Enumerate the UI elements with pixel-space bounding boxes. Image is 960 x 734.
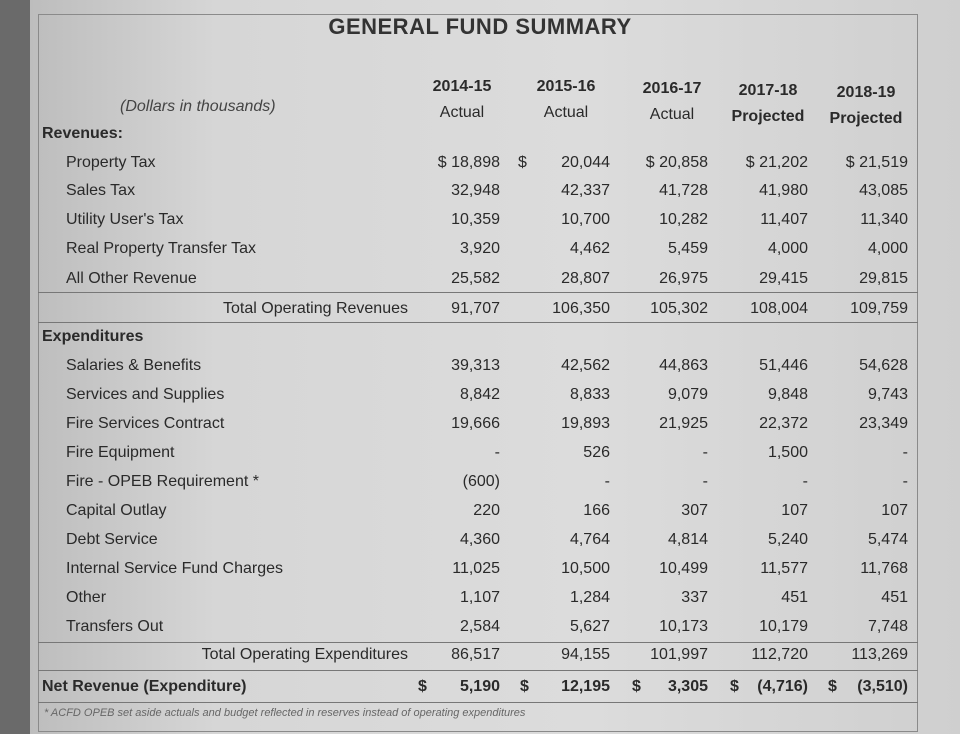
cell-value: - <box>802 473 808 490</box>
table-row <box>38 526 918 554</box>
cell-value: 11,577 <box>760 560 808 577</box>
table-row <box>38 497 918 525</box>
col-year: 2017-18 <box>738 82 798 99</box>
cell-value: - <box>494 444 500 461</box>
table-row <box>38 439 918 467</box>
dollar-sign: $ <box>632 678 641 695</box>
cell-value: - <box>702 444 708 461</box>
cell-value: 19,666 <box>451 415 500 432</box>
units-note: (Dollars in thousands) <box>120 98 276 115</box>
cell-value: 22,372 <box>759 415 808 432</box>
row-label: Internal Service Fund Charges <box>66 560 283 577</box>
row-label: Fire - OPEB Requirement * <box>66 473 259 490</box>
cell-value: 41,728 <box>659 182 708 199</box>
cell-value: 1,284 <box>569 589 610 606</box>
col-type: Projected <box>731 108 805 125</box>
cell-value: 451 <box>781 589 808 606</box>
cell-value: 10,173 <box>659 618 708 635</box>
cell-value: 451 <box>881 589 908 606</box>
cell-value: $ 21,202 <box>745 154 808 171</box>
cell-value: 166 <box>583 502 610 519</box>
row-label: Expenditures <box>42 328 144 345</box>
cell-value: 29,415 <box>759 270 808 287</box>
cell-value: 4,814 <box>667 531 708 548</box>
row-label: Revenues: <box>42 125 123 142</box>
cell-value: 26,975 <box>659 270 708 287</box>
cell-value: $ 18,898 <box>437 154 500 171</box>
cell-value: 3,305 <box>667 678 708 695</box>
cell-value: 43,085 <box>859 182 908 199</box>
cell-value: 10,359 <box>451 211 500 228</box>
cell-value: 28,807 <box>561 270 610 287</box>
col-year: 2015-16 <box>536 78 596 95</box>
cell-value: 5,459 <box>667 240 708 257</box>
cell-value: 20,044 <box>561 154 610 171</box>
cell-value: 337 <box>681 589 708 606</box>
dollar-sign: $ <box>518 154 527 171</box>
cell-value: 11,025 <box>452 560 500 577</box>
table-row <box>38 410 918 438</box>
cell-value: 41,980 <box>759 182 808 199</box>
cell-value: 5,474 <box>867 531 908 548</box>
cell-value: 94,155 <box>561 646 610 663</box>
cell-value: 91,707 <box>451 300 500 317</box>
cell-value: 11,407 <box>760 211 808 228</box>
cell-value: 9,848 <box>767 386 808 403</box>
cell-value: 1,107 <box>459 589 500 606</box>
cell-value: 107 <box>781 502 808 519</box>
col-type: Actual <box>439 104 485 121</box>
cell-value: 4,000 <box>867 240 908 257</box>
cell-value: 51,446 <box>759 357 808 374</box>
cell-value: 21,925 <box>659 415 708 432</box>
cell-value: $ 21,519 <box>845 154 908 171</box>
cell-value: 108,004 <box>750 300 808 317</box>
row-label: Salaries & Benefits <box>66 357 202 374</box>
cell-value: 42,562 <box>561 357 610 374</box>
cell-value: (4,716) <box>757 678 808 695</box>
table-row <box>38 265 918 293</box>
row-label: All Other Revenue <box>66 270 197 287</box>
row-label: Total Operating Revenues <box>223 300 408 317</box>
dollar-sign: $ <box>730 678 739 695</box>
row-label: Net Revenue (Expenditure) <box>42 678 247 695</box>
page-title: GENERAL FUND SUMMARY <box>328 14 632 39</box>
cell-value: 113,269 <box>851 646 908 663</box>
cell-value: 42,337 <box>561 182 610 199</box>
divider <box>38 670 918 671</box>
cell-value: 11,340 <box>860 211 908 228</box>
col-type: Actual <box>649 106 695 123</box>
cell-value: 54,628 <box>859 357 908 374</box>
dollar-sign: $ <box>828 678 837 695</box>
cell-value: 4,000 <box>767 240 808 257</box>
table-row <box>38 352 918 380</box>
cell-value: 10,499 <box>659 560 708 577</box>
table-row <box>38 555 918 583</box>
cell-value: 5,240 <box>767 531 808 548</box>
cell-value: 8,842 <box>459 386 500 403</box>
row-label: Total Operating Expenditures <box>201 646 408 663</box>
cell-value: 19,893 <box>561 415 610 432</box>
cell-value: 86,517 <box>451 646 500 663</box>
cell-value: - <box>902 473 908 490</box>
col-year: 2018-19 <box>836 84 896 101</box>
table-row <box>38 613 918 641</box>
cell-value: 4,360 <box>459 531 500 548</box>
row-label: Transfers Out <box>66 618 164 635</box>
cell-value: 23,349 <box>859 415 908 432</box>
cell-value: 9,743 <box>867 386 908 403</box>
cell-value: - <box>604 473 610 490</box>
cell-value: 7,748 <box>867 618 908 635</box>
divider <box>38 702 918 703</box>
table-row <box>38 149 918 177</box>
cell-value: 9,079 <box>667 386 708 403</box>
cell-value: 101,997 <box>650 646 708 663</box>
table-row <box>38 177 918 205</box>
cell-value: 10,179 <box>759 618 808 635</box>
cell-value: 39,313 <box>451 357 500 374</box>
cell-value: 4,764 <box>569 531 610 548</box>
cell-value: 109,759 <box>850 300 908 317</box>
row-label: Sales Tax <box>66 182 136 199</box>
col-year: 2016-17 <box>642 80 702 97</box>
row-label: Services and Supplies <box>66 386 225 403</box>
cell-value: 32,948 <box>451 182 500 199</box>
table-row <box>38 673 918 701</box>
cell-value: 10,500 <box>561 560 610 577</box>
cell-value: 105,302 <box>650 300 708 317</box>
col-type: Projected <box>829 110 903 127</box>
table-row <box>38 641 918 669</box>
cell-value: 8,833 <box>569 386 610 403</box>
cell-value: 2,584 <box>459 618 500 635</box>
cell-value: 25,582 <box>451 270 500 287</box>
row-label: Capital Outlay <box>66 502 167 519</box>
cell-value: (600) <box>462 473 500 490</box>
cell-value: 220 <box>473 502 500 519</box>
dollar-sign: $ <box>418 678 427 695</box>
table-row <box>38 295 918 323</box>
cell-value: (3,510) <box>857 678 908 695</box>
cell-value: 5,190 <box>459 678 500 695</box>
footnote: * ACFD OPEB set aside actuals and budget reflected in reserves instead of operating expenditures <box>44 707 526 719</box>
cell-value: $ 20,858 <box>645 154 708 171</box>
cell-value: 10,700 <box>561 211 610 228</box>
row-label: Utility User's Tax <box>66 211 184 228</box>
cell-value: 106,350 <box>552 300 610 317</box>
row-label: Fire Equipment <box>66 444 175 461</box>
row-label: Real Property Transfer Tax <box>66 240 257 257</box>
row-label: Fire Services Contract <box>66 415 225 432</box>
cell-value: 11,768 <box>860 560 908 577</box>
cell-value: 307 <box>681 502 708 519</box>
cell-value: 1,500 <box>767 444 808 461</box>
cell-value: 44,863 <box>659 357 708 374</box>
row-label: Property Tax <box>66 154 156 171</box>
table-row <box>38 468 918 496</box>
cell-value: 3,920 <box>459 240 500 257</box>
row-label: Debt Service <box>66 531 158 548</box>
table-row <box>38 120 918 148</box>
cell-value: 5,627 <box>569 618 610 635</box>
cell-value: 12,195 <box>561 678 610 695</box>
cell-value: 526 <box>583 444 610 461</box>
cell-value: 112,720 <box>751 646 808 663</box>
table-row <box>38 584 918 612</box>
table-row <box>38 381 918 409</box>
cell-value: 4,462 <box>569 240 610 257</box>
divider <box>38 292 918 293</box>
cell-value: - <box>902 444 908 461</box>
cell-value: - <box>702 473 708 490</box>
cell-value: 107 <box>881 502 908 519</box>
table-row <box>38 206 918 234</box>
col-year: 2014-15 <box>432 78 492 95</box>
table-row <box>38 323 918 351</box>
dollar-sign: $ <box>520 678 529 695</box>
cell-value: 10,282 <box>659 211 708 228</box>
col-type: Actual <box>543 104 589 121</box>
table-row <box>38 235 918 263</box>
row-label: Other <box>66 589 107 606</box>
cell-value: 29,815 <box>859 270 908 287</box>
